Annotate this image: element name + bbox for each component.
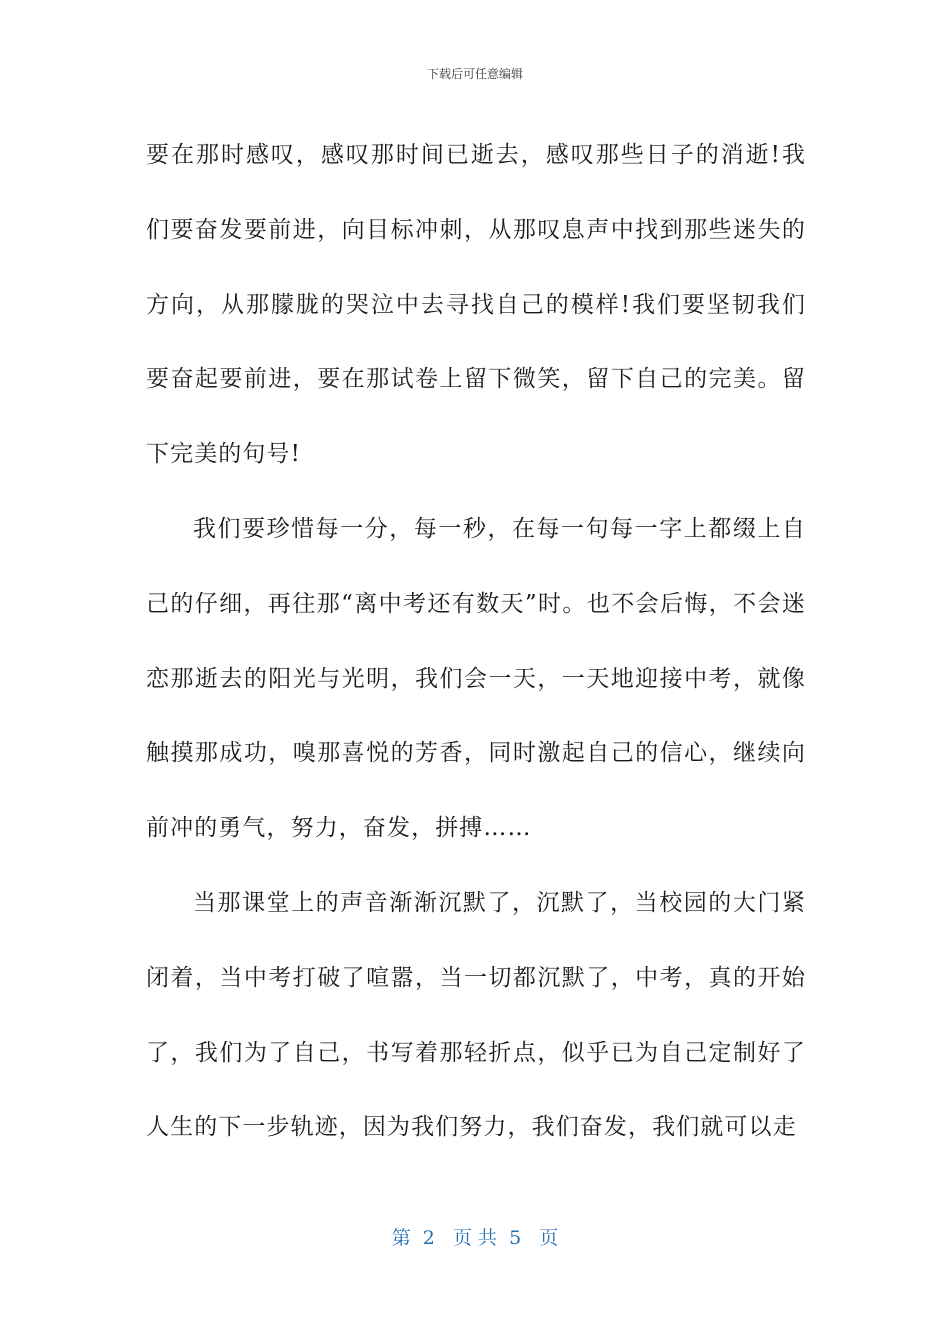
paragraph-2: 我们要珍惜每一分，每一秒，在每一句每一字上都缀上自己的仔细，再往那“离中考还有数天”时。也不会后悔，不会迷恋那逝去的阳光与光明，我们会一天，一天地迎接中考，就像触摸那成功，嗅那喜悦的芳香，同时激起自己的信心，继续向前冲的勇气，努力，奋发，拼搏…… [146, 515, 806, 842]
page-number-footer: 第 2 页 共 5 页 [391, 1227, 559, 1249]
page-header-note: 下载后可任意编辑 [426, 67, 523, 81]
paragraph-1: 要在那时感叹，感叹那时间已逝去，感叹那些日子的消逝!我们要奋发要前进，向目标冲刺，从那叹息声中找到那些迷失的方向，从那朦胧的哭泣中去寻找自己的模样!我们要坚韧我们要奋起要前进，要在那试卷上留下微笑，留下自己的完美。留下完美的句号! [146, 142, 806, 468]
paragraph-3: 当那课堂上的声音渐渐沉默了，沉默了，当校园的大门紧闭着，当中考打破了喧嚣，当一切都沉默了，中考，真的开始了，我们为了自己，书写着那轻折点，似乎已为自己定制好了人生的下一步轨迹，因为我们努力，我们奋发，我们就可以走 [146, 889, 806, 1141]
document-body [146, 118, 806, 1165]
